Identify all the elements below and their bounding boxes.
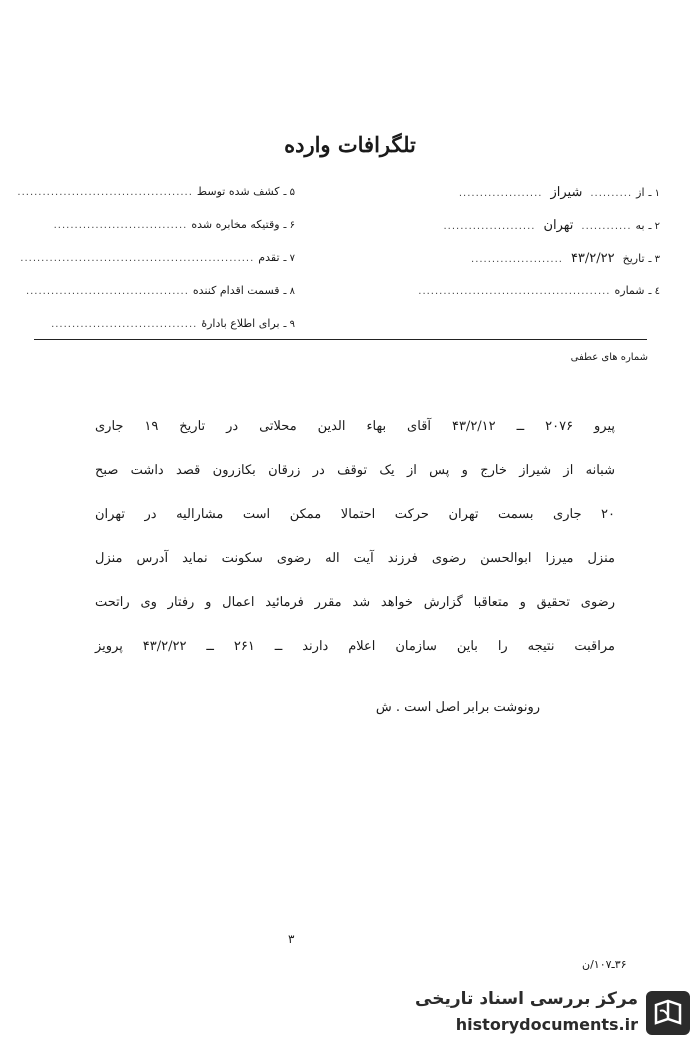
dotted-leader: ........................................................: [20, 253, 255, 264]
field-action-dept: [26, 284, 295, 297]
field-priority: [20, 251, 295, 264]
field-number: ۳ ـ: [648, 254, 660, 265]
field-label: کشف شده توسط: [196, 185, 280, 198]
true-copy-note: رونوشت برابر اصل است . ش: [375, 700, 540, 715]
field-label: از: [636, 186, 645, 199]
field-from: [459, 185, 660, 200]
field-number: ۷ ـ: [283, 253, 295, 264]
watermark-site: historydocuments.ir: [455, 1015, 638, 1034]
body-line: شبانه از شیراز خارج و پس از یک توقف در زرقان بکازرون قصد داشت صبح: [95, 463, 615, 478]
field-transmitted-when: [54, 218, 295, 231]
field-label: تاریخ: [622, 252, 645, 265]
field-info-to: [51, 317, 295, 330]
dotted-leader: ..............................................: [418, 286, 611, 297]
dotted-leader: ................................: [53, 220, 188, 231]
field-label: تقدم: [258, 251, 280, 264]
body-line: ۲۰ جاری بسمت تهران حرکت احتمالا ممکن است مشارالیه در تهران: [95, 507, 615, 522]
field-label: وقتیکه مخابره شده: [191, 218, 280, 231]
telegram-body: [95, 405, 615, 669]
dotted-leader: ............: [581, 221, 632, 232]
dotted-leader: ......................: [443, 221, 536, 232]
dotted-leader: ...................................: [51, 319, 198, 330]
telegram-header-fields: [17, 180, 670, 330]
field-number: ۹ ـ: [283, 319, 295, 330]
document-title: تلگرافات وارده: [284, 132, 416, 157]
body-line: منزل میرزا ابوالحسن رضوی فرزند آیت اله رضوی سکونت نماید آدرس منزل: [95, 551, 615, 566]
field-decoded-by: [17, 185, 295, 198]
field-number: ۲ ـ: [648, 221, 660, 232]
body-line: پیرو ۲۰۷۶ ــ ۴۳/۲/۱۲ آقای بهاء الدین محلاتی در تاریخ ۱۹ جاری: [95, 419, 616, 434]
field-number: ۸ ـ: [283, 286, 295, 297]
field-number-ref: [418, 284, 660, 297]
field-label: برای اطلاع بادارهٔ: [201, 317, 280, 330]
field-label: قسمت اقدام کننده: [192, 284, 280, 297]
field-label: به: [635, 219, 645, 232]
field-to: [444, 218, 661, 233]
dotted-leader: ....................: [458, 188, 543, 199]
field-number: ٤ ـ: [648, 286, 660, 297]
field-value: شیراز: [550, 185, 583, 200]
dotted-leader: ......................: [471, 254, 563, 265]
field-value: ۴۳/۲/۲۲: [570, 251, 615, 266]
book-logo-icon: [646, 991, 690, 1035]
page-mark: ۳: [288, 932, 295, 946]
watermark-logo: [410, 985, 690, 1043]
body-line: مراقبت نتیجه را باین سازمان اعلام دارند ــ ۲۶۱ ــ ۴۳/۲/۲۲ پرویز: [95, 639, 615, 654]
dotted-leader: ..........................................: [17, 187, 193, 198]
field-date: [471, 251, 660, 266]
field-value: تهران: [543, 218, 574, 233]
watermark-name: مرکز بررسی اسناد تاریخی: [415, 989, 638, 1009]
field-number: ۵ ـ: [283, 187, 295, 198]
reference-marks-label: شماره های عطفی: [570, 352, 648, 363]
field-number: ۶ ـ: [283, 220, 295, 231]
dotted-leader: ..........: [590, 188, 633, 199]
field-label: شماره: [614, 284, 645, 297]
body-line: رضوی تحقیق و متعاقبا گزارش خواهد شد مقرر فرمائید اعمال و رفتار وی راتحت: [95, 595, 615, 610]
field-number: ۱ ـ: [648, 188, 660, 199]
divider-line: [34, 339, 647, 340]
dotted-leader: .......................................: [25, 286, 189, 297]
document-reference: ۳۶ـ۱۰۷/ن: [582, 958, 627, 971]
